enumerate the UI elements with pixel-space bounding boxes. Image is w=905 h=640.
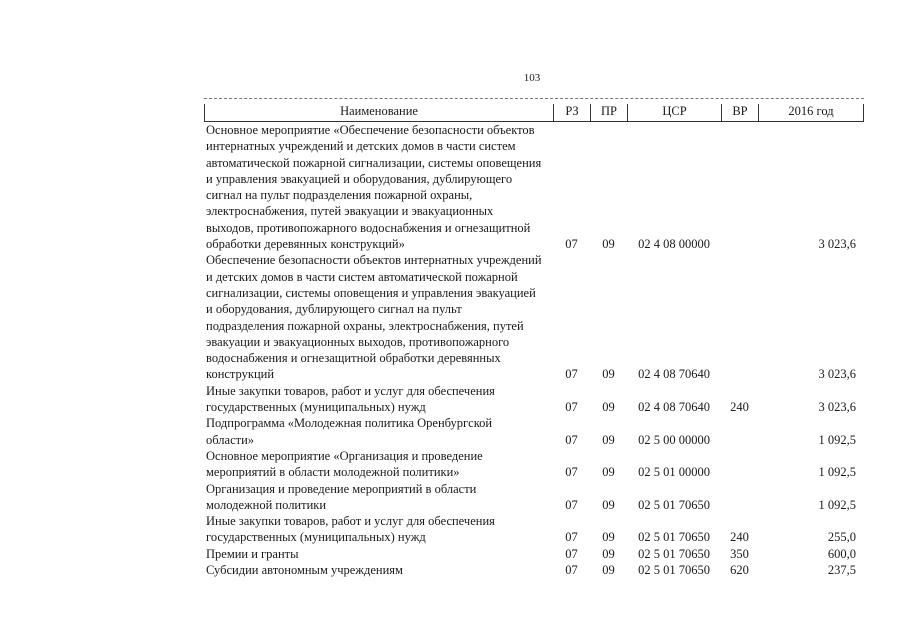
row-amount: 237,5	[827, 563, 856, 578]
row-csr: 02 4 08 70640	[638, 400, 710, 415]
row-rz: 07	[565, 497, 578, 512]
budget-table	[204, 98, 864, 578]
row-csr: 02 5 01 70650	[638, 530, 710, 545]
row-csr: 02 5 01 70650	[638, 546, 710, 561]
row-amount: 1 092,5	[818, 465, 856, 480]
header-vr: ВР	[721, 104, 758, 121]
row-amount: 3 023,6	[818, 367, 856, 382]
row-rz: 07	[565, 530, 578, 545]
row-name: Иные закупки товаров, работ и услуг для обеспечения государственных (муниципальных) нужд	[206, 383, 495, 415]
row-amount: 1 092,5	[818, 497, 856, 512]
table-row	[204, 122, 864, 252]
row-name: Обеспечение безопасности объектов интернатных учреждений и детских домов в части систем автоматической пожарной сигнализации, системы оповещения и управления эвакуацией и оборудования, дублирующего сигнал на пульт подразделения пожарной охраны, электроснабжения, путей эвакуации и эвакуационных выходов, противопожарного водоснабжения и огнезащитной обработки деревянных конструкций	[206, 253, 542, 382]
table-row	[204, 383, 864, 416]
row-rz: 07	[565, 400, 578, 415]
row-amount: 255,0	[827, 530, 856, 545]
header-name: Наименование	[204, 104, 553, 121]
row-vr: 240	[730, 400, 749, 415]
row-amount: 3 023,6	[818, 400, 856, 415]
row-csr: 02 5 01 70650	[638, 563, 710, 578]
row-rz: 07	[565, 367, 578, 382]
row-name: Субсидии автономным учреждениям	[206, 563, 403, 578]
row-name: Организация и проведение мероприятий в области молодежной политики	[206, 481, 477, 512]
row-rz: 07	[565, 465, 578, 480]
table-header	[204, 98, 864, 122]
row-pr: 09	[602, 367, 615, 382]
row-rz: 07	[565, 563, 578, 578]
row-name: Иные закупки товаров, работ и услуг для обеспечения государственных (муниципальных) нужд	[206, 514, 495, 545]
table-row	[204, 546, 864, 562]
row-vr: 350	[730, 546, 749, 561]
page-number: 103	[523, 72, 541, 84]
table-row	[204, 562, 864, 578]
header-csr: ЦСР	[627, 104, 721, 121]
row-amount: 600,0	[827, 546, 856, 561]
row-csr: 02 4 08 70640	[638, 367, 710, 382]
row-amount: 3 023,6	[818, 237, 856, 252]
table-row	[204, 415, 864, 448]
row-csr: 02 5 01 70650	[638, 497, 710, 512]
row-vr: 240	[730, 530, 749, 545]
row-name: Основное мероприятие «Обеспечение безопасности объектов интернатных учреждений и детских домов в части систем автоматической пожарной сигнализации, системы оповещения и управления эвакуацией и оборудования, дублирующего сигнал на пульт подразделения пожарной охраны, электроснабжения, путей эвакуации и эвакуационных выходов, противопожарного водоснабжения и огнезащитной обработки деревянных конструкций»	[206, 123, 542, 252]
row-name: Премии и гранты	[206, 546, 299, 561]
table-body	[204, 122, 864, 578]
header-year: 2016 год	[758, 104, 864, 121]
row-pr: 09	[602, 400, 615, 415]
row-csr: 02 5 01 00000	[638, 465, 710, 480]
table-row	[204, 448, 864, 481]
table-row	[204, 481, 864, 514]
table-row	[204, 252, 864, 382]
row-rz: 07	[565, 237, 578, 252]
row-vr: 620	[730, 563, 749, 578]
row-rz: 07	[565, 546, 578, 561]
row-pr: 09	[602, 497, 615, 512]
row-amount: 1 092,5	[818, 432, 856, 447]
header-pr: ПР	[590, 104, 627, 121]
row-pr: 09	[602, 237, 615, 252]
row-pr: 09	[602, 546, 615, 561]
header-rz: РЗ	[553, 104, 590, 121]
row-rz: 07	[565, 432, 578, 447]
row-pr: 09	[602, 530, 615, 545]
row-pr: 09	[602, 432, 615, 447]
table-row	[204, 513, 864, 546]
row-csr: 02 4 08 00000	[638, 237, 710, 252]
row-pr: 09	[602, 465, 615, 480]
row-name: Подпрограмма «Молодежная политика Оренбургской области»	[206, 416, 493, 447]
row-name: Основное мероприятие «Организация и проведение мероприятий в области молодежной политики»	[206, 448, 483, 480]
row-pr: 09	[602, 563, 615, 578]
row-csr: 02 5 00 00000	[638, 432, 710, 447]
